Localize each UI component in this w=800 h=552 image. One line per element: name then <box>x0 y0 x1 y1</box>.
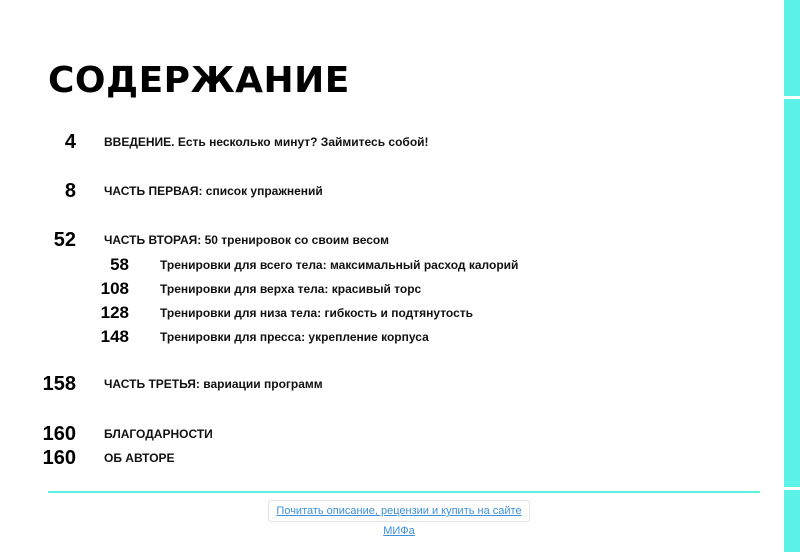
toc-entry-label: ВВЕДЕНИЕ. Есть несколько минут? Займитесь собой! <box>104 135 429 149</box>
toc-entry-label: Тренировки для верха тела: красивый торс <box>160 282 422 296</box>
footer-divider <box>48 491 760 493</box>
toc-entry-label: ЧАСТЬ ВТОРАЯ: 50 тренировок со своим весом <box>104 233 389 247</box>
toc-page-number: 160 <box>42 447 76 469</box>
buy-on-mif-link[interactable]: Почитать описание, рецензии и купить на сайте МИФа <box>268 500 530 522</box>
toc-page-number: 52 <box>53 229 76 251</box>
toc-entry-label: БЛАГОДАРНОСТИ <box>104 427 213 441</box>
toc-entry-label: ЧАСТЬ ТРЕТЬЯ: вариации программ <box>104 377 323 391</box>
toc-entry-label: ОБ АВТОРЕ <box>104 451 175 465</box>
toc-entry-label: Тренировки для всего тела: максимальный расход калорий <box>160 258 519 272</box>
page-title: СОДЕРЖАНИЕ <box>48 60 350 101</box>
toc-page-number: 108 <box>100 279 129 298</box>
side-accent-bar-middle <box>784 99 800 487</box>
side-accent-bar-bottom <box>784 490 800 552</box>
toc-page-number: 148 <box>100 327 129 346</box>
side-accent-bar-top <box>784 0 800 96</box>
toc-entry-label: Тренировки для пресса: укрепление корпуса <box>160 330 429 344</box>
toc-page-number: 4 <box>64 131 76 153</box>
toc-page-number: 160 <box>42 423 76 445</box>
toc-entry-label: ЧАСТЬ ПЕРВАЯ: список упражнений <box>104 184 323 198</box>
toc-page-number: 128 <box>100 303 129 322</box>
toc-page-number: 158 <box>42 373 76 395</box>
toc-page-number: 58 <box>110 255 129 274</box>
toc-entry-label: Тренировки для низа тела: гибкость и подтянутость <box>160 306 474 320</box>
toc-page-number: 8 <box>64 180 76 202</box>
